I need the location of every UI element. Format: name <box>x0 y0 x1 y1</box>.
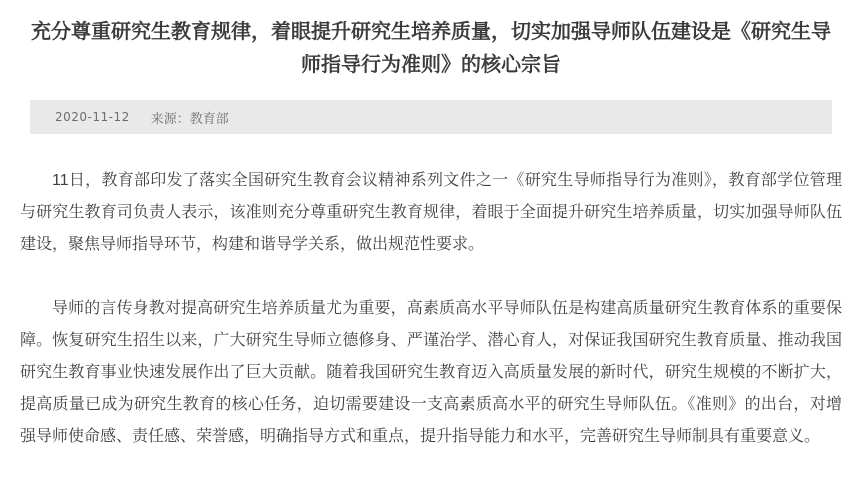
publish-date: 2020-11-12 <box>55 110 130 124</box>
article-title: 充分尊重研究生教育规律，着眼提升研究生培养质量，切实加强导师队伍建设是《研究生导师指导行为准则》的核心宗旨 <box>31 21 831 76</box>
article-paragraph-1: 11日，教育部印发了落实全国研究生教育会议精神系列文件之一《研究生导师指导行为准则》，教育部学位管理与研究生教育司负责人表示，该准则充分尊重研究生教育规律，着眼于全面提升研究生培养质量，切实加强导师队伍建设，聚焦导师指导环节，构建和谐导学关系，做出规范性要求。 <box>20 172 842 253</box>
article-paragraph-2: 导师的言传身教对提高研究生培养质量尤为重要，高素质高水平导师队伍是构建高质量研究生教育体系的重要保障。恢复研究生招生以来，广大研究生导师立德修身、严谨治学、潜心育人，对保证我国研究生教育质量、推动我国研究生教育事业快速发展作出了巨大贡献。随着我国研究生教育迈入高质量发展的新时代，研究生规模的不断扩大，提高质量已成为研究生教育的核心任务，迫切需要建设一支高素质高水平的研究生导师队伍。《准则》的出台，对增强导师使命感、责任感、荣誉感，明确指导方式和重点，提升指导能力和水平，完善研究生导师制具有重要意义。 <box>20 300 842 445</box>
source-label: 来源：教育部 <box>150 110 229 126</box>
article-page <box>0 16 862 504</box>
article-meta-bar <box>30 100 832 134</box>
article-body <box>0 165 862 453</box>
